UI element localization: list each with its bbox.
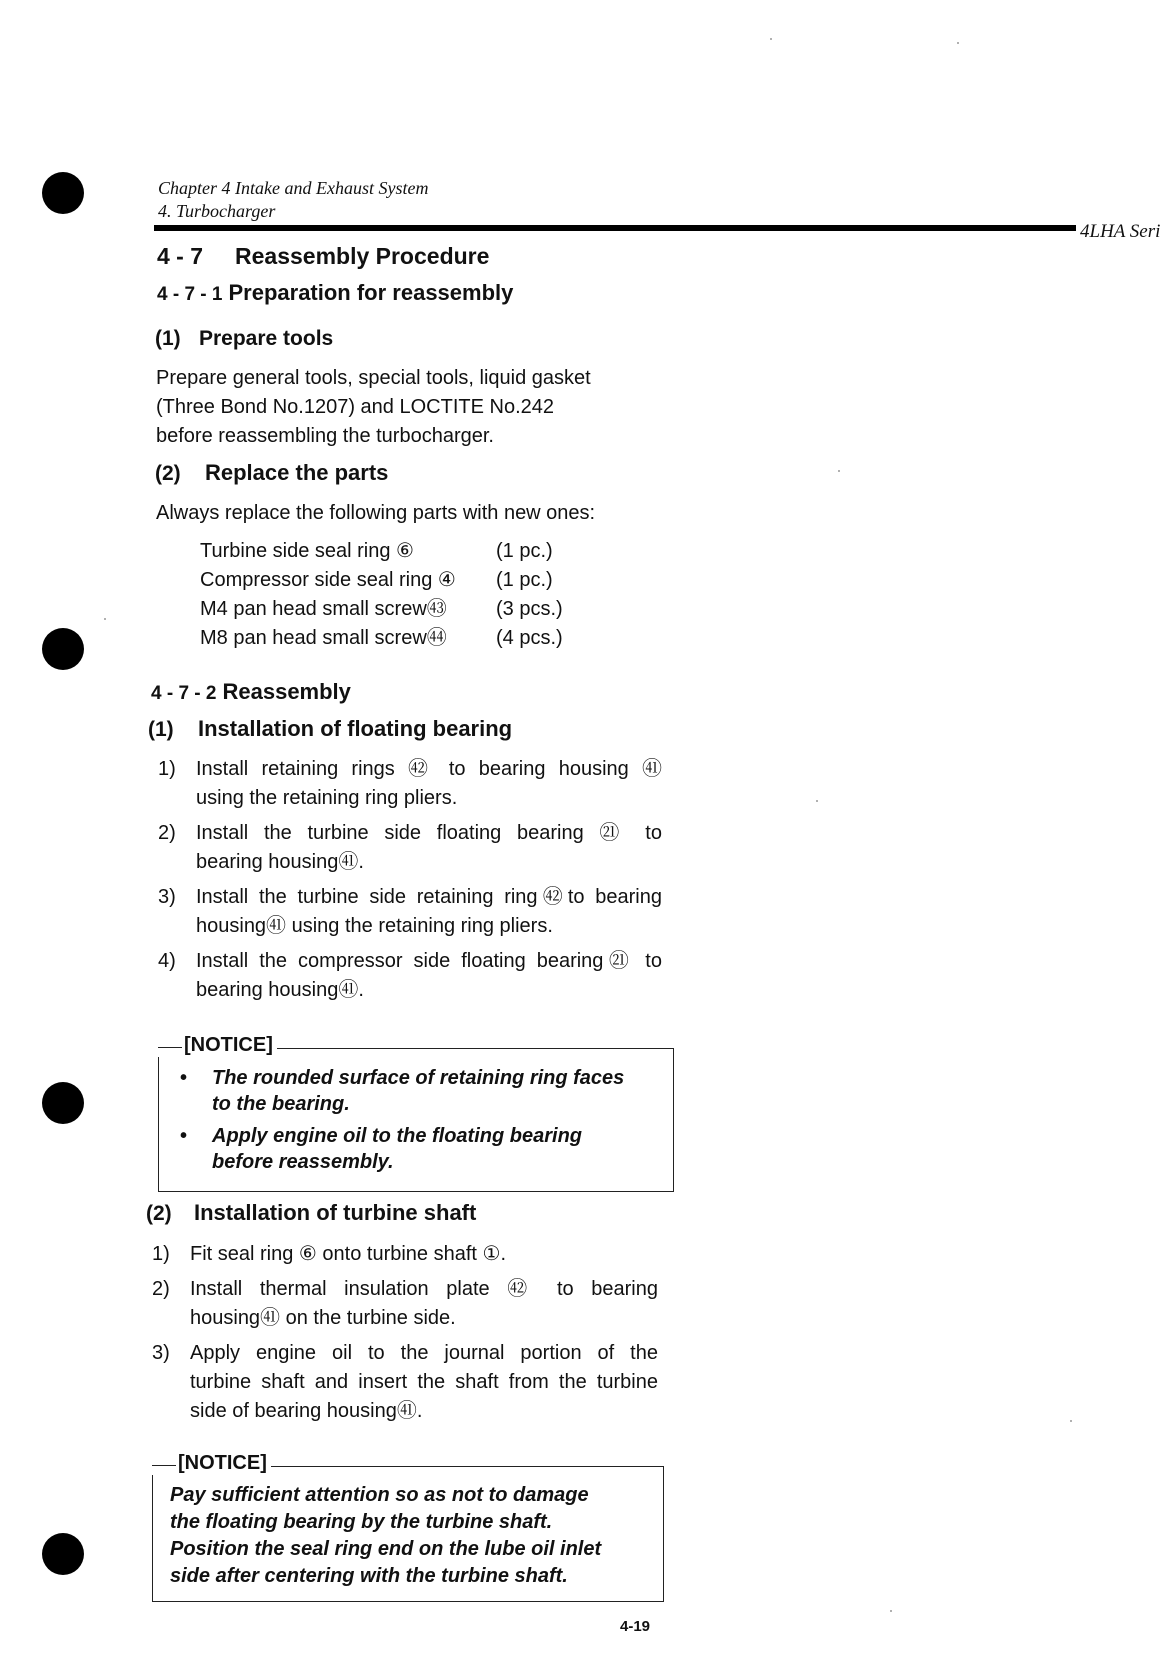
step-item bbox=[158, 819, 662, 877]
notice-label-1: [NOTICE] bbox=[158, 1034, 277, 1057]
part-qty: (3 pcs.) bbox=[496, 598, 563, 620]
step-item bbox=[158, 883, 662, 941]
notice-label-2: [NOTICE] bbox=[152, 1452, 271, 1475]
text-line: before reassembling the turbocharger. bbox=[156, 425, 494, 447]
notice-item-text bbox=[212, 1123, 582, 1175]
parts-row bbox=[200, 537, 563, 566]
part-qty: (1 pc.) bbox=[496, 540, 553, 562]
text-line: Position the seal ring end on the lube oil inlet bbox=[170, 1538, 602, 1560]
parts-row bbox=[200, 566, 563, 595]
text-line: Install thermal insulation plate ㊷ to bearing bbox=[190, 1278, 658, 1300]
punch-hole-2 bbox=[42, 628, 84, 670]
notice-item-text bbox=[212, 1065, 624, 1117]
step-number: 3) bbox=[152, 1342, 170, 1364]
section-heading-title: Reassembly Procedure bbox=[235, 243, 490, 269]
step-text bbox=[190, 1339, 658, 1426]
text-line: Install the compressor side floating bearing㉑ to bbox=[196, 950, 662, 972]
text-line: Install the turbine side floating bearing ㉑ to bbox=[196, 822, 662, 844]
text-line: using the retaining ring pliers. bbox=[196, 787, 458, 809]
text-line: bearing housing㊶. bbox=[196, 851, 364, 873]
step-number: 4) bbox=[158, 950, 176, 972]
step-number: 2) bbox=[158, 822, 176, 844]
item-number: (2) bbox=[146, 1202, 172, 1225]
step-text bbox=[196, 755, 662, 813]
step-item bbox=[158, 947, 662, 1005]
subsection-title: Reassembly bbox=[222, 679, 351, 704]
step-item bbox=[152, 1240, 658, 1269]
text-line: to the bearing. bbox=[212, 1093, 350, 1115]
scan-speck bbox=[890, 1610, 892, 1612]
text-line: side after centering with the turbine shaft. bbox=[170, 1565, 568, 1587]
scan-speck bbox=[838, 470, 840, 472]
part-qty: (4 pcs.) bbox=[496, 627, 563, 649]
prepare-tools-text bbox=[156, 364, 591, 451]
replace-parts-heading bbox=[155, 460, 388, 486]
replace-parts-intro: Always replace the following parts with new ones: bbox=[156, 502, 596, 524]
text-line: Apply engine oil to the floating bearing bbox=[212, 1125, 582, 1147]
text-line: The rounded surface of retaining ring faces bbox=[212, 1067, 625, 1089]
text-line: turbine shaft and insert the shaft from the turbine bbox=[190, 1371, 658, 1393]
floating-bearing-heading bbox=[148, 716, 512, 742]
notice-text-2 bbox=[170, 1482, 650, 1590]
subsection-number: 4 - 7 - 2 bbox=[151, 683, 217, 704]
item-title: Replace the parts bbox=[205, 460, 389, 485]
text-line: housing㊶ using the retaining ring pliers. bbox=[196, 915, 553, 937]
step-item bbox=[152, 1339, 658, 1426]
text-line: side of bearing housing㊶. bbox=[190, 1400, 423, 1422]
part-qty: (1 pc.) bbox=[496, 569, 553, 591]
step-item bbox=[158, 755, 662, 813]
scan-speck bbox=[957, 42, 959, 44]
step-text bbox=[196, 883, 662, 941]
parts-list bbox=[200, 537, 563, 653]
step-number: 1) bbox=[152, 1243, 170, 1265]
step-text bbox=[196, 947, 662, 1005]
part-name: Compressor side seal ring ④ bbox=[200, 569, 456, 591]
text-line: housing㊶ on the turbine side. bbox=[190, 1307, 456, 1329]
scan-speck bbox=[816, 800, 818, 802]
section-title: 4. Turbocharger bbox=[158, 201, 276, 221]
notice-item bbox=[180, 1065, 660, 1117]
scan-speck bbox=[104, 618, 106, 620]
header-rule bbox=[154, 225, 1076, 231]
text-line: bearing housing㊶. bbox=[196, 979, 364, 1001]
text-line: before reassembly. bbox=[212, 1151, 394, 1173]
part-name: M8 pan head small screw㊹ bbox=[200, 627, 447, 649]
chapter-title: Chapter 4 Intake and Exhaust System bbox=[158, 178, 429, 198]
step-text bbox=[190, 1240, 658, 1269]
step-number: 1) bbox=[158, 758, 176, 780]
part-name: M4 pan head small screw㊸ bbox=[200, 598, 447, 620]
punch-hole-4 bbox=[42, 1533, 84, 1575]
text-line: Pay sufficient attention so as not to damage bbox=[170, 1484, 589, 1506]
item-number: (1) bbox=[148, 718, 174, 741]
item-number: (2) bbox=[155, 462, 181, 485]
parts-row bbox=[200, 595, 563, 624]
subsection-heading-reassembly bbox=[151, 679, 351, 705]
subsection-heading-prep bbox=[157, 280, 513, 306]
parts-row bbox=[200, 624, 563, 653]
page-number: 4-19 bbox=[620, 1618, 651, 1635]
step-text bbox=[196, 819, 662, 877]
subsection-number: 4 - 7 - 1 bbox=[157, 284, 223, 305]
punch-hole-3 bbox=[42, 1082, 84, 1124]
step-text bbox=[190, 1275, 658, 1333]
section-heading bbox=[157, 243, 489, 270]
bullet: • bbox=[180, 1125, 188, 1147]
item-title: Installation of floating bearing bbox=[198, 716, 513, 741]
scan-speck bbox=[770, 38, 772, 40]
text-line: Install retaining rings ㊷ to bearing housing ㊶ bbox=[196, 758, 662, 780]
text-line: the floating bearing by the turbine shaft. bbox=[170, 1511, 553, 1533]
subsection-title: Preparation for reassembly bbox=[228, 280, 514, 305]
item-number: (1) bbox=[155, 327, 181, 350]
prepare-tools-heading bbox=[155, 327, 333, 351]
step-number: 2) bbox=[152, 1278, 170, 1300]
turbine-shaft-heading bbox=[146, 1200, 476, 1226]
series-label: 4LHA Seri bbox=[1080, 221, 1161, 242]
text-line: Fit seal ring ⑥ onto turbine shaft ①. bbox=[190, 1243, 507, 1265]
notice-items-1 bbox=[180, 1065, 660, 1175]
step-item bbox=[152, 1275, 658, 1333]
punch-hole-1 bbox=[42, 172, 84, 214]
text-line: Install the turbine side retaining ring㊷to bearing bbox=[196, 886, 662, 908]
text-line: Prepare general tools, special tools, liquid gasket bbox=[156, 367, 591, 389]
scan-speck bbox=[1070, 1420, 1072, 1422]
floating-bearing-steps bbox=[158, 755, 662, 1005]
text-line: Apply engine oil to the journal portion of the bbox=[190, 1342, 658, 1364]
turbine-shaft-steps bbox=[152, 1240, 658, 1426]
item-title: Installation of turbine shaft bbox=[194, 1200, 477, 1225]
text-line: (Three Bond No.1207) and LOCTITE No.242 bbox=[156, 396, 554, 418]
bullet: • bbox=[180, 1067, 188, 1089]
part-name: Turbine side seal ring ⑥ bbox=[200, 540, 414, 562]
item-title: Prepare tools bbox=[199, 327, 334, 350]
section-number: 4 - 7 bbox=[157, 243, 204, 269]
step-number: 3) bbox=[158, 886, 176, 908]
notice-item bbox=[180, 1123, 660, 1175]
